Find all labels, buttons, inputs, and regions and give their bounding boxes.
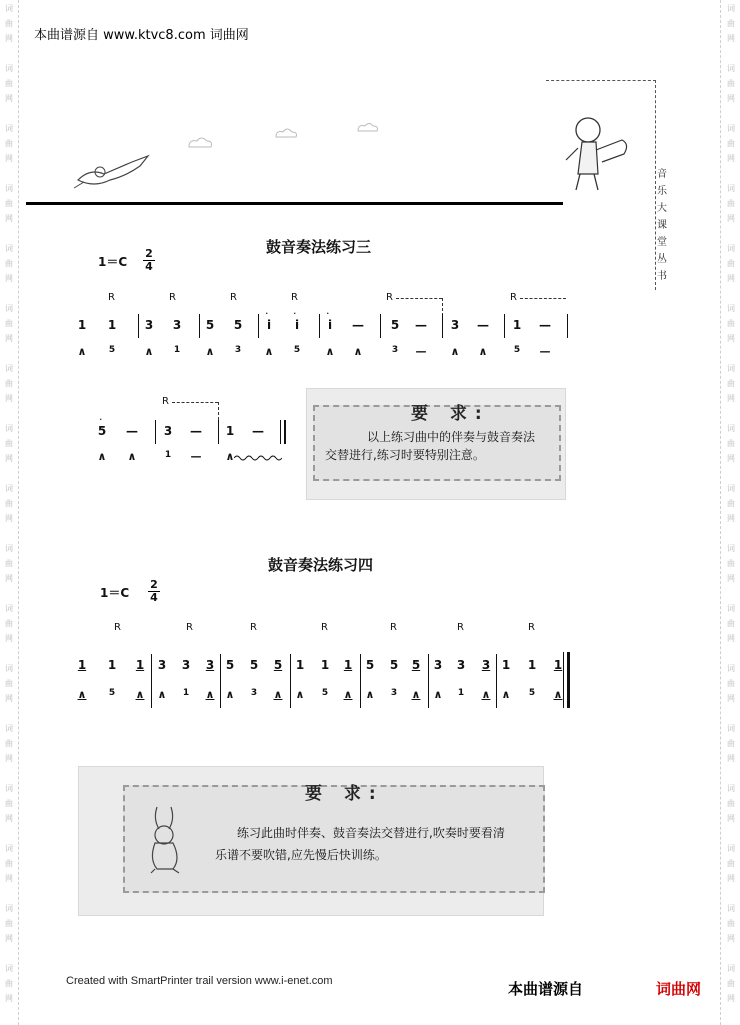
corner-frame-top: [546, 80, 656, 81]
note: 3: [144, 318, 154, 332]
watermark-char: 曲: [5, 859, 13, 868]
watermark-char: 词: [727, 4, 735, 13]
watermark-char: 网: [727, 334, 735, 343]
watermark-char: 网: [5, 454, 13, 463]
note: 1: [527, 658, 537, 672]
exercise-4-time-signature: $\frac{2}{4}$: [148, 579, 160, 604]
r-marker: R: [250, 622, 257, 633]
watermark-char: 曲: [5, 139, 13, 148]
accompaniment-note: 5: [513, 345, 521, 355]
watermark-char: 网: [5, 274, 13, 283]
cloud-illustration: [185, 133, 215, 153]
watermark-char: 网: [5, 94, 13, 103]
watermark-char: 曲: [727, 79, 735, 88]
watermark-char: 网: [5, 214, 13, 223]
footer-created-with: Created with SmartPrinter trail version www.i-enet.com: [66, 975, 333, 987]
accent-mark: ∧: [433, 688, 443, 701]
note-high: i: [327, 318, 333, 332]
watermark-char: 词: [5, 4, 13, 13]
watermark-char: 网: [5, 154, 13, 163]
note: 1: [77, 658, 87, 672]
flying-bird-illustration: [70, 148, 152, 192]
note: 3: [456, 658, 466, 672]
watermark-char: 词: [727, 184, 735, 193]
note: 5: [273, 658, 283, 672]
watermark-char: 词: [727, 964, 735, 973]
accent-mark: ∧: [225, 688, 235, 701]
r-marker: R: [186, 622, 193, 633]
r-marker: R: [230, 292, 237, 303]
note: 5: [233, 318, 243, 332]
watermark-char: 词: [5, 184, 13, 193]
note: 1: [512, 318, 522, 332]
bar-line: [319, 314, 320, 338]
watermark-char: 词: [5, 244, 13, 253]
note-dash: —: [126, 424, 138, 438]
right-watermark-column: [724, 0, 738, 1025]
note: 3: [205, 658, 215, 672]
note: 3: [481, 658, 491, 672]
cloud-illustration-2: [272, 125, 300, 143]
watermark-char: 词: [727, 784, 735, 793]
watermark-char: 曲: [727, 199, 735, 208]
watermark-char: 网: [727, 934, 735, 943]
note: 5: [97, 424, 107, 438]
r-tie-dashed: [520, 298, 566, 299]
watermark-char: 曲: [727, 439, 735, 448]
note-dash: —: [415, 318, 427, 332]
watermark-char: 词: [5, 124, 13, 133]
note-dash: —: [190, 424, 202, 438]
left-watermark-column: [2, 0, 16, 1025]
accent-mark: ∧: [501, 688, 511, 701]
r-tie-dashed: [172, 402, 218, 403]
accent-mark: ∧: [127, 450, 137, 463]
series-title-char: 书: [657, 271, 667, 282]
accompaniment-note: 5: [108, 345, 116, 355]
watermark-char: 词: [727, 364, 735, 373]
accompaniment-note: 5: [528, 688, 536, 698]
note-dash: —: [352, 318, 364, 332]
accent-mark: ∧: [157, 688, 167, 701]
watermark-char: 网: [727, 874, 735, 883]
watermark-char: 曲: [727, 739, 735, 748]
watermark-char: 词: [5, 784, 13, 793]
exercise-4-requirement-box: [78, 766, 544, 916]
watermark-char: 曲: [5, 319, 13, 328]
accent-mark: ∧: [77, 688, 87, 701]
series-title-char: 大: [657, 203, 667, 214]
bar-line: [220, 654, 221, 708]
watermark-char: 曲: [727, 919, 735, 928]
watermark-char: 网: [5, 334, 13, 343]
header-source-line: 本曲谱源自 www.ktvc8.com 词曲网: [34, 28, 249, 43]
bar-line: [442, 314, 443, 338]
accent-mark: ∧: [481, 688, 491, 701]
watermark-char: 曲: [727, 379, 735, 388]
series-title-char: 丛: [657, 254, 667, 265]
watermark-char: 曲: [727, 559, 735, 568]
bar-line: [218, 420, 219, 444]
note: 5: [411, 658, 421, 672]
series-title-char: 乐: [657, 186, 667, 197]
bar-line: [567, 314, 568, 338]
watermark-char: 词: [5, 964, 13, 973]
accompaniment-dash: —: [539, 345, 551, 358]
watermark-char: 词: [5, 664, 13, 673]
watermark-char: 网: [727, 514, 735, 523]
accompaniment-note: 3: [234, 345, 242, 355]
bar-line: [199, 314, 200, 338]
high-octave-dot: ·: [293, 307, 297, 320]
r-marker: R: [386, 292, 393, 303]
watermark-char: 网: [5, 754, 13, 763]
watermark-char: 网: [727, 34, 735, 43]
watermark-char: 曲: [727, 259, 735, 268]
watermark-char: 词: [5, 304, 13, 313]
watermark-char: 词: [727, 724, 735, 733]
bar-line: [504, 314, 505, 338]
watermark-char: 网: [727, 574, 735, 583]
accent-mark: ∧: [325, 345, 335, 358]
watermark-char: 网: [727, 694, 735, 703]
bar-line: [151, 654, 152, 708]
exercise-3-requirement-box: [306, 388, 566, 500]
r-marker: R: [114, 622, 121, 633]
requirement-text-line-2: 乐谱不要吹错,应先慢后快训练。: [215, 848, 387, 862]
accompaniment-note: 1: [457, 688, 465, 698]
note-dash: —: [477, 318, 489, 332]
note: 3: [172, 318, 182, 332]
watermark-char: 曲: [727, 319, 735, 328]
note: 1: [343, 658, 353, 672]
accompaniment-note: 1: [164, 450, 172, 460]
watermark-char: 网: [5, 634, 13, 643]
watermark-char: 网: [727, 454, 735, 463]
accompaniment-note: 5: [293, 345, 301, 355]
watermark-char: 曲: [727, 979, 735, 988]
series-title-char: 音: [657, 169, 667, 180]
exercise-4-title: 鼓音奏法练习四: [268, 556, 374, 574]
series-title-vertical: [655, 166, 669, 285]
note: 1: [77, 318, 87, 332]
accompaniment-note: 3: [250, 688, 258, 698]
watermark-char: 网: [727, 394, 735, 403]
note: 5: [389, 658, 399, 672]
series-title-char: 课: [657, 220, 667, 231]
footer-site-name: 词曲网: [656, 980, 702, 998]
note: 1: [320, 658, 330, 672]
watermark-char: 曲: [727, 799, 735, 808]
requirement-text-line-1: 练习此曲时伴奏、鼓音奏法交替进行,吹奏时要看清: [237, 826, 505, 840]
final-bar-line: [280, 420, 281, 444]
header-divider-rule: [26, 202, 563, 205]
accompaniment-note: 3: [391, 345, 399, 355]
accompaniment-note: 1: [182, 688, 190, 698]
r-marker: R: [528, 622, 535, 633]
bar-line: [155, 420, 156, 444]
watermark-char: 曲: [5, 439, 13, 448]
r-marker: R: [390, 622, 397, 633]
accompaniment-note: 3: [390, 688, 398, 698]
watermark-char: 词: [5, 364, 13, 373]
bar-line: [360, 654, 361, 708]
high-octave-dot: ·: [326, 307, 330, 320]
watermark-char: 词: [727, 904, 735, 913]
watermark-char: 网: [727, 154, 735, 163]
watermark-char: 网: [727, 814, 735, 823]
accompaniment-note: 1: [173, 345, 181, 355]
bar-line: [380, 314, 381, 338]
final-bar-line-thick: [567, 652, 570, 708]
accent-mark: ∧: [365, 688, 375, 701]
watermark-char: 词: [727, 304, 735, 313]
exercise-3-title: 鼓音奏法练习三: [266, 238, 372, 256]
r-marker: R: [169, 292, 176, 303]
watermark-char: 词: [727, 484, 735, 493]
accent-mark: ∧: [144, 345, 154, 358]
bar-line: [428, 654, 429, 708]
note: 1: [135, 658, 145, 672]
accent-mark: ∧: [205, 345, 215, 358]
bar-line: [290, 654, 291, 708]
watermark-char: 词: [5, 904, 13, 913]
watermark-char: 曲: [727, 859, 735, 868]
watermark-char: 词: [727, 424, 735, 433]
note: 3: [450, 318, 460, 332]
watermark-char: 网: [5, 874, 13, 883]
watermark-char: 网: [727, 634, 735, 643]
watermark-char: 曲: [5, 379, 13, 388]
watermark-char: 网: [5, 514, 13, 523]
note: 1: [295, 658, 305, 672]
r-marker: R: [162, 396, 169, 407]
high-octave-dot: ·: [265, 307, 269, 320]
cloud-illustration-3: [355, 120, 381, 136]
accompaniment-note: 5: [108, 688, 116, 698]
exercise-4-key: 1＝C: [100, 586, 130, 600]
watermark-char: 词: [727, 604, 735, 613]
accent-mark: ∧: [135, 688, 145, 701]
accent-mark: ∧: [295, 688, 305, 701]
note-dash: —: [539, 318, 551, 332]
watermark-char: 曲: [727, 619, 735, 628]
bar-line: [138, 314, 139, 338]
note: 5: [205, 318, 215, 332]
watermark-char: 曲: [5, 799, 13, 808]
accent-mark: ∧: [273, 688, 283, 701]
watermark-char: 词: [727, 124, 735, 133]
watermark-char: 词: [5, 484, 13, 493]
r-tie-dashed-end: [218, 402, 219, 420]
note: 3: [163, 424, 173, 438]
watermark-char: 词: [727, 64, 735, 73]
exercise-3-time-signature: $\frac{2}{4}$: [143, 248, 155, 273]
footer-source-label: 本曲谱源自: [508, 980, 584, 998]
accent-mark: ∧: [478, 345, 488, 358]
note: 5: [365, 658, 375, 672]
watermark-char: 网: [727, 94, 735, 103]
requirement-heading: 要 求:: [411, 404, 490, 424]
accent-mark: ∧: [553, 688, 563, 701]
note: 1: [107, 318, 117, 332]
accent-mark: ∧: [353, 345, 363, 358]
accent-mark: ∧: [225, 450, 235, 463]
watermark-char: 网: [5, 574, 13, 583]
r-marker: R: [457, 622, 464, 633]
note-high: i: [266, 318, 272, 332]
rabbit-illustration: [143, 803, 191, 875]
bar-line: [258, 314, 259, 338]
accent-mark: ∧: [77, 345, 87, 358]
note-dash: —: [252, 424, 264, 438]
watermark-char: 曲: [5, 259, 13, 268]
note: 5: [249, 658, 259, 672]
exercise-3-key: 1＝C: [98, 255, 128, 269]
r-marker: R: [510, 292, 517, 303]
watermark-char: 曲: [5, 919, 13, 928]
watermark-char: 词: [5, 544, 13, 553]
requirement-heading: 要 求:: [305, 784, 384, 804]
note: 3: [433, 658, 443, 672]
note: 1: [553, 658, 563, 672]
watermark-char: 曲: [727, 499, 735, 508]
accompaniment-dash: —: [415, 345, 427, 358]
watermark-char: 曲: [5, 199, 13, 208]
watermark-char: 网: [727, 274, 735, 283]
note: 5: [225, 658, 235, 672]
watermark-char: 曲: [5, 559, 13, 568]
accompaniment-dash: —: [190, 450, 202, 463]
note: 1: [107, 658, 117, 672]
watermark-char: 网: [5, 934, 13, 943]
note: 1: [225, 424, 235, 438]
watermark-char: 词: [5, 724, 13, 733]
watermark-char: 曲: [5, 79, 13, 88]
final-bar-line-thick: [284, 420, 286, 444]
tremolo-wavy-line: [234, 454, 282, 462]
accent-mark: ∧: [411, 688, 421, 701]
watermark-char: 曲: [5, 499, 13, 508]
watermark-char: 网: [5, 994, 13, 1003]
bar-line: [496, 654, 497, 708]
note: 3: [157, 658, 167, 672]
note: 1: [501, 658, 511, 672]
r-marker: R: [108, 292, 115, 303]
accent-mark: ∧: [264, 345, 274, 358]
note: 5: [390, 318, 400, 332]
watermark-char: 网: [5, 34, 13, 43]
requirement-text-line-1: 以上练习曲中的伴奏与鼓音奏法: [367, 430, 536, 444]
watermark-char: 词: [727, 544, 735, 553]
watermark-char: 曲: [5, 739, 13, 748]
r-tie-dashed: [396, 298, 442, 299]
accent-mark: ∧: [343, 688, 353, 701]
series-title-char: 堂: [657, 237, 667, 248]
watermark-char: 网: [5, 394, 13, 403]
watermark-char: 曲: [727, 139, 735, 148]
watermark-char: 网: [727, 214, 735, 223]
watermark-char: 曲: [5, 979, 13, 988]
watermark-char: 曲: [727, 679, 735, 688]
r-marker: R: [291, 292, 298, 303]
watermark-char: 词: [5, 604, 13, 613]
watermark-char: 词: [727, 244, 735, 253]
note: 3: [181, 658, 191, 672]
watermark-char: 词: [727, 844, 735, 853]
high-octave-dot: ·: [99, 413, 103, 426]
note-high: i: [294, 318, 300, 332]
accompaniment-note: 5: [321, 688, 329, 698]
accent-mark: ∧: [97, 450, 107, 463]
watermark-char: 词: [5, 844, 13, 853]
watermark-char: 网: [5, 694, 13, 703]
watermark-char: 曲: [5, 19, 13, 28]
watermark-char: 网: [5, 814, 13, 823]
right-margin-dashed-line: [720, 0, 721, 1025]
requirement-text-line-2: 交替进行,练习时要特别注意。: [325, 448, 485, 462]
watermark-char: 曲: [5, 619, 13, 628]
watermark-char: 网: [727, 994, 735, 1003]
watermark-char: 曲: [727, 19, 735, 28]
accent-mark: ∧: [205, 688, 215, 701]
watermark-char: 词: [5, 64, 13, 73]
watermark-char: 曲: [5, 679, 13, 688]
cartoon-character-illustration: [562, 110, 634, 196]
left-margin-dashed-line: [18, 0, 19, 1025]
watermark-char: 词: [727, 664, 735, 673]
watermark-char: 词: [5, 424, 13, 433]
accent-mark: ∧: [450, 345, 460, 358]
r-marker: R: [321, 622, 328, 633]
watermark-char: 网: [727, 754, 735, 763]
